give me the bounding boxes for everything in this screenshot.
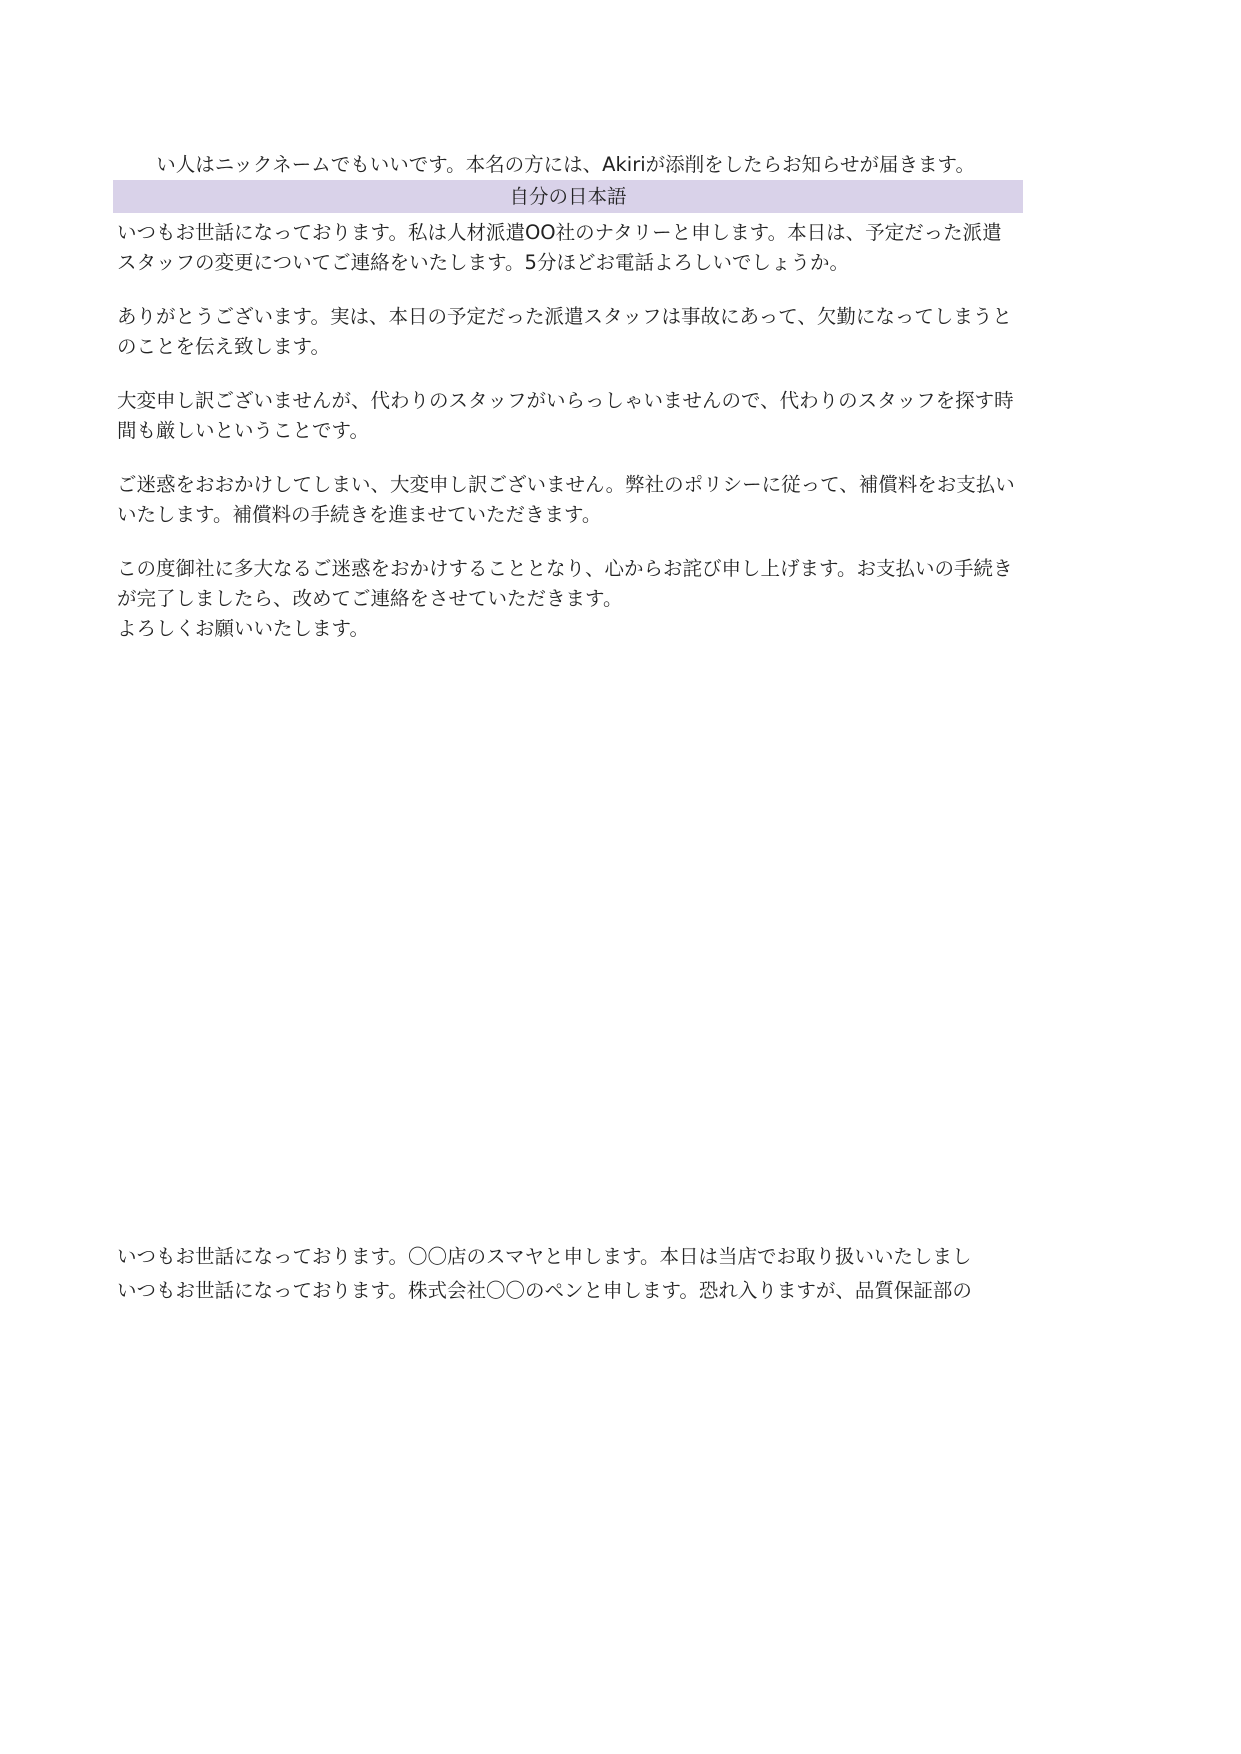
paragraph-1: いつもお世話になっております。私は人材派遣OO社のナタリーと申します。本日は、予定だった派遣スタッフの変更についてご連絡をいたします。5分ほどお電話よろしいでしょうか。 xyxy=(117,221,1002,274)
truncated-line-1: いつもお世話になっております。〇〇店のスマヤと申します。本日は当店でお取り扱いいたしまし xyxy=(117,1245,972,1268)
paragraph-5: この度御社に多大なるご迷惑をおかけすることとなり、心からお詫び申し上げます。お支払いの手続きが完了しましたら、改めてご連絡をさせていただきます。 よろしくお願いいたします。 xyxy=(117,557,1013,640)
section-header-title: 自分の日本語 xyxy=(509,185,627,208)
paragraph-3: 大変申し訳ございませんが、代わりのスタッフがいらっしゃいませんので、代わりのスタッフを探す時間も厳しいということです。 xyxy=(117,389,1014,442)
answer-body xyxy=(117,218,1017,668)
instruction-note xyxy=(113,151,1023,179)
paragraph-4: ご迷惑をおおかけしてしまい、大変申し訳ございません。弊社のポリシーに従って、補償料をお支払いいたします。補償料の手続きを進ませていただきます。 xyxy=(117,473,1015,526)
instruction-note-text: い人はニックネームでもいいです。本名の方には、Akiriが添削をしたらお知らせが届きます。 xyxy=(156,153,975,176)
section-header xyxy=(113,180,1023,213)
paragraph-2: ありがとうございます。実は、本日の予定だった派遣スタッフは事故にあって、欠勤になってしまうとのことを伝え致します。 xyxy=(117,305,1012,358)
truncated-line-2: いつもお世話になっております。株式会社〇〇のペンと申します。恐れ入りますが、品質保証部の xyxy=(117,1279,972,1302)
